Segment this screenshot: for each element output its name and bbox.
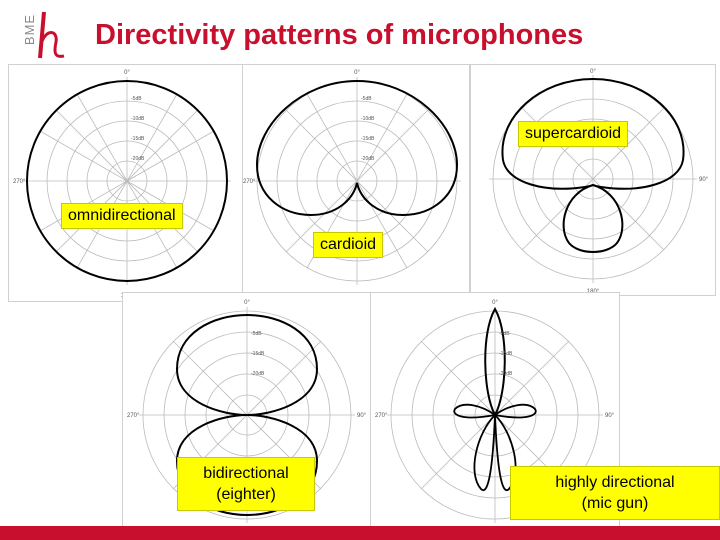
supercardioid-polar-svg — [471, 65, 717, 297]
cardioid-polar-svg — [243, 65, 471, 303]
bidirectional-label-line2: (eighter) — [216, 486, 276, 503]
highly-directional-label-line1: highly directional — [555, 474, 675, 491]
ring-label: -15dB — [499, 351, 513, 357]
ring-label: -5dB — [499, 331, 510, 337]
axis-left-label: 270° — [127, 413, 140, 419]
highly-directional-label — [510, 466, 720, 520]
ring-label: -15dB — [131, 136, 145, 142]
highly-directional-label-line2: (mic gun) — [581, 495, 649, 512]
ring-label: -5dB — [251, 331, 262, 337]
axis-right-label: 90° — [605, 413, 615, 419]
axis-right-label: 90° — [699, 177, 709, 183]
bidirectional-label-line1: bidirectional — [203, 465, 289, 482]
axis-top-label: 0° — [354, 70, 360, 76]
ring-label: -15dB — [251, 351, 265, 357]
bme-logo — [14, 8, 84, 64]
axis-left-label: 270° — [375, 413, 388, 419]
axis-top-label: 0° — [590, 69, 596, 75]
ring-label: -10dB — [361, 116, 375, 122]
page-title: Directivity patterns of microphones — [95, 19, 584, 51]
logo-text: BME — [22, 13, 38, 46]
axis-top-label: 0° — [124, 70, 130, 76]
mic-gun-rear-left-lobe — [474, 415, 495, 490]
omni-polar-svg — [9, 65, 245, 303]
ring-label: -15dB — [361, 136, 375, 142]
ring-label: -20dB — [251, 371, 265, 377]
omnidirectional-polar-plot — [8, 64, 244, 302]
ring-label: -10dB — [131, 116, 145, 122]
omnidirectional-label: omnidirectional — [61, 203, 183, 229]
footer-accent-bar — [0, 526, 720, 540]
cardioid-polar-plot — [242, 64, 470, 302]
supercardioid-label: supercardioid — [518, 121, 628, 147]
bidirectional-label — [177, 457, 315, 511]
axis-right-label: 90° — [357, 413, 367, 419]
supercardioid-polar-plot — [470, 64, 716, 296]
ring-label: -5dB — [361, 96, 372, 102]
ring-label: -20dB — [499, 371, 513, 377]
cardioid-label: cardioid — [313, 232, 383, 258]
axis-top-label: 0° — [244, 300, 250, 306]
axis-top-label: 0° — [492, 300, 498, 306]
axis-left-label: 270° — [13, 179, 26, 185]
ring-label: -20dB — [131, 156, 145, 162]
ring-label: -5dB — [131, 96, 142, 102]
axis-left-label: 270° — [243, 179, 256, 185]
ring-label: -20dB — [361, 156, 375, 162]
